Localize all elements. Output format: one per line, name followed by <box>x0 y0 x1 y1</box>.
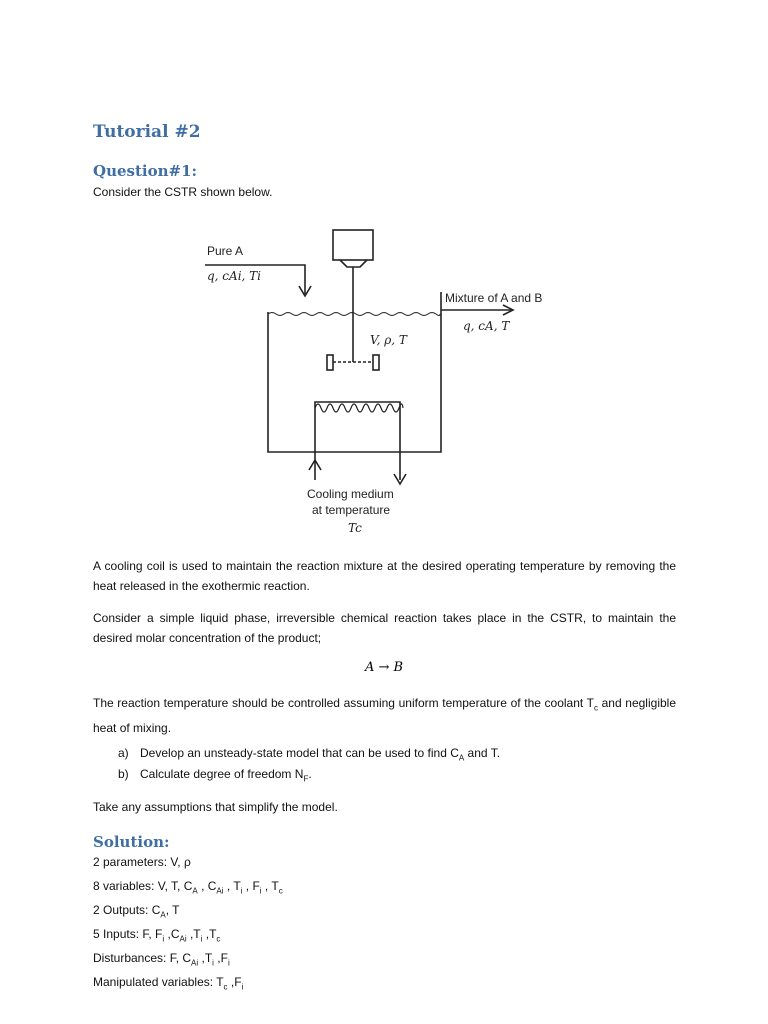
intro-text: Consider the CSTR shown below. <box>93 185 273 199</box>
task-item-a: a) Develop an unsteady-state model that can be used to find $C_A$ and T. <box>118 746 501 763</box>
coil-leads <box>315 402 400 480</box>
coil-windings <box>315 404 403 412</box>
liquid-surface <box>268 313 440 316</box>
solution-variables: 8 variables: V, T, $C_A$ , $C_{Ai}$ , $T_i$ , $F_i$ , $T_c$ <box>93 879 283 896</box>
reaction-equation: A → B <box>364 660 404 675</box>
coolant-label-2: at temperature <box>312 503 391 517</box>
cstr-diagram <box>195 222 580 552</box>
task-list <box>118 746 500 788</box>
solution-parameters: 2 parameters: V, ρ <box>93 855 191 869</box>
page-title: Tutorial #2 <box>93 122 201 142</box>
solution-manipulated: Manipulated variables: $T_c$ $,F_i$ <box>93 975 244 992</box>
impeller-left <box>327 355 333 370</box>
tank-wall <box>268 312 441 452</box>
inlet-vars: q, cAi, Ti <box>207 269 262 283</box>
paragraph-reaction: Consider a simple liquid phase, irreversible chemical reaction takes place in the CSTR, to maintain the desired molar concentration of the product; <box>93 611 676 645</box>
solution-heading: Solution: <box>93 833 170 851</box>
coolant-label-1: Cooling medium <box>307 487 394 501</box>
paragraph-temperature: The reaction temperature should be controlled assuming uniform temperature of the coolant $T_c$ and negligible heat of mixing. <box>93 696 676 736</box>
solution-inputs: 5 Inputs: F, $F_i$ $,C_{Ai}$ $,T_i$ $,T_c$ <box>93 927 221 944</box>
task-item-b: b) Calculate degree of freedom $N_F$. <box>118 767 312 784</box>
solution-disturbances: Disturbances: F, $C_{Ai}$ $,T_i$ $,F_i$ <box>93 951 230 968</box>
question-heading: Question#1: <box>93 162 198 180</box>
outlet-label: Mixture of A and B <box>445 291 543 305</box>
solution-outputs: 2 Outputs: $C_A$, T <box>93 903 180 920</box>
motor-base <box>340 260 367 267</box>
inlet-label: Pure A <box>207 244 244 258</box>
impeller-right <box>373 355 379 370</box>
coolant-var: Tc <box>348 521 362 535</box>
motor <box>333 230 373 260</box>
paragraph-cooling-coil: A cooling coil is used to maintain the reaction mixture at the desired operating temperature by removing the heat released in the exothermic reaction. <box>93 559 676 593</box>
tank-vars: V, ρ, T <box>370 333 407 347</box>
outlet-vars: q, cA, T <box>463 319 510 333</box>
assumptions-text: Take any assumptions that simplify the model. <box>93 800 338 814</box>
